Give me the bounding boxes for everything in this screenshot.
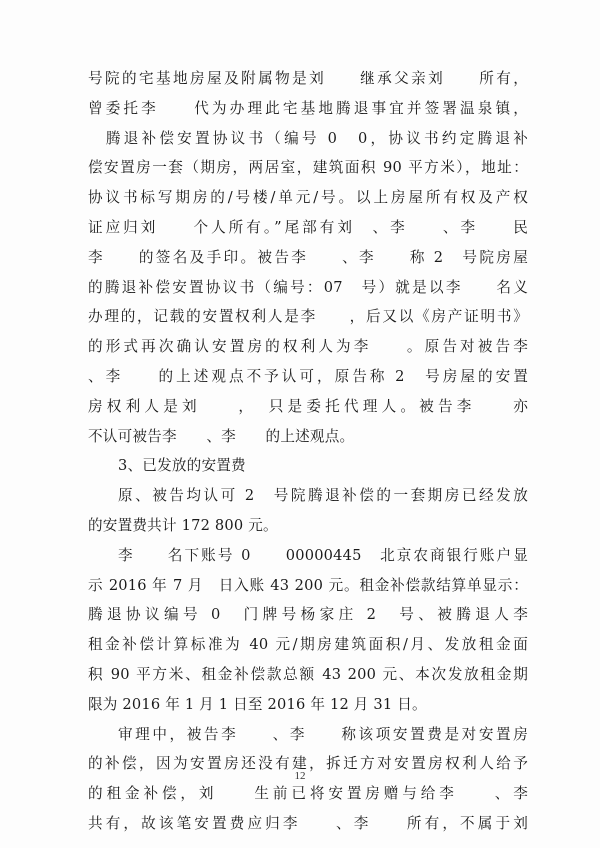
text-line: 办理的，记载的安置权利人是李 ，后又以《房产证明书》 (88, 308, 528, 326)
text-line: 审理中，被告李 、李 称该项安置费是对安置房 (118, 725, 528, 743)
text-line: 、李 的上述观点不予认可，原告称 2 号房屋的安置 (88, 367, 528, 385)
text-line: 的形式再次确认安置房的权利人为李 。原告对被告李 (88, 338, 528, 356)
text-line: 腾退补偿安置协议书（编号 0 0，协议书约定腾退补 (88, 129, 528, 147)
text-line: 限为 2016 年 1 月 1 日至 2016 年 12 月 31 日。 (88, 695, 427, 713)
text-line: 李 名下账号 0 00000445 北京农商银行账户显 (118, 546, 528, 564)
text-line: 证应归刘 个人所有。”尾部有刘 、李 、李 民 (88, 218, 528, 236)
text-line: 偿安置房一套（期房，两居室，建筑面积 90 平方米），地址： (88, 159, 528, 177)
text-line: 租金补偿计算标准为 40 元/期房建筑面积/月、发放租金面 (88, 636, 528, 654)
text-line: 协议书标写期房的/号楼/单元/号。以上房屋所有权及产权 (88, 189, 528, 207)
text-line: 腾退协议编号 0 门牌号杨家庄 2 号、被腾退人李 (88, 606, 528, 624)
body-text (88, 64, 528, 839)
text-line: 积 90 平方米、租金补偿款总额 43 200 元、本次发放租金期 (88, 665, 528, 683)
text-line: 号院的宅基地房屋及附属物是刘 继承父亲刘 所有， (88, 70, 528, 87)
text-line: 的补偿，因为安置房还没有建，拆迁方对安置房权利人给予 (88, 755, 528, 773)
text-line: 共有，故该笔安置费应归李 、李 所有，不属于刘 (88, 814, 528, 832)
text-line: 李 的签名及手印。被告李 、李 称 2 号院房屋 (88, 248, 528, 266)
text-line: 示 2016 年 7 月 日入账 43 200 元。租金补偿款结算单显示： (88, 576, 528, 594)
text-line: 的租金补偿，刘 生前已将安置房赠与给李 、李 (88, 785, 528, 803)
text-line: 曾委托李 代为办理此宅基地腾退事宜并签署温泉镇， (88, 99, 528, 117)
section-heading: 3、已发放的安置费 (118, 457, 246, 475)
text-line: 不认可被告李 、李 的上述观点。 (88, 427, 355, 445)
text-line: 的安置费共计 172 800 元。 (88, 516, 278, 534)
text-line: 的腾退补偿安置协议书（编号：07 号）就是以李 名义 (88, 278, 528, 296)
text-line: 房权利人是刘 ， 只是委托代理人。被告李 亦 (88, 397, 528, 415)
page-number: 12 (294, 770, 306, 782)
text-line: 原、被告均认可 2 号院腾退补偿的一套期房已经发放 (118, 487, 528, 505)
